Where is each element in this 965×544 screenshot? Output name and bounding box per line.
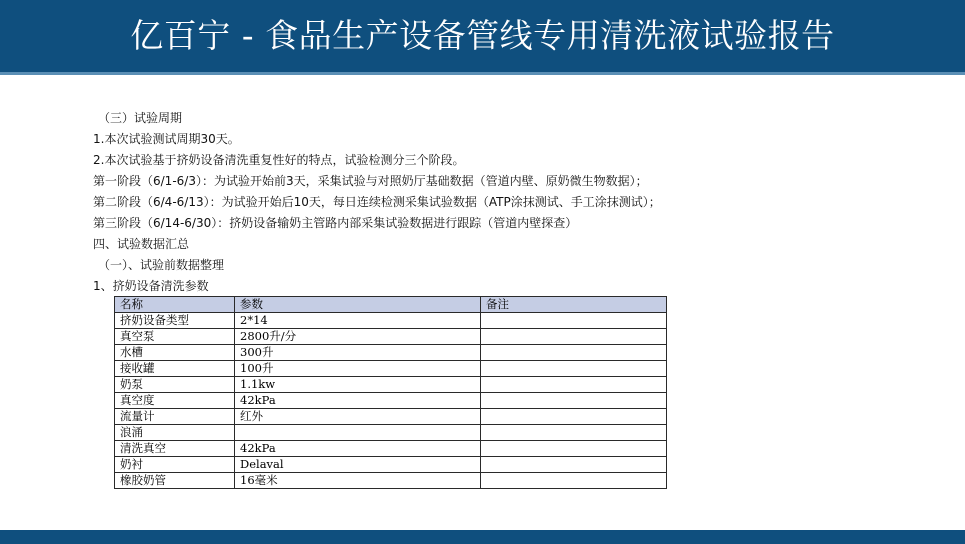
text-line: 第一阶段（6/1-6/3）：为试验开始前3天，采集试验与对照奶厅基础数据（管道内壁、原奶微生物数据）； [93,174,648,188]
cell-remark [481,377,667,393]
cell-remark [481,329,667,345]
cell-name: 真空泵 [115,329,235,345]
cell-name: 奶衬 [115,457,235,473]
cell-name: 水槽 [115,345,235,361]
text-line: 2.本次试验基于挤奶设备清洗重复性好的特点，试验检测分三个阶段。 [93,153,465,167]
cell-parameter: 2800升/分 [235,329,481,345]
column-header-name: 名称 [115,297,235,313]
table-header-row [115,297,667,313]
cell-parameter: 300升 [235,345,481,361]
cell-remark [481,345,667,361]
cell-remark [481,441,667,457]
cleaning-parameters-table [114,296,667,489]
table-row [115,313,667,329]
column-header-parameter: 参数 [235,297,481,313]
table-row [115,393,667,409]
cell-parameter: 100升 [235,361,481,377]
table-row [115,441,667,457]
table-row [115,425,667,441]
cell-remark [481,473,667,489]
table-row [115,329,667,345]
cell-name: 真空度 [115,393,235,409]
cell-remark [481,409,667,425]
cell-remark [481,361,667,377]
table-row [115,361,667,377]
text-line: 第三阶段（6/14-6/30）：挤奶设备输奶主管路内部采集试验数据进行跟踪（管道内壁探查） [93,216,578,230]
cell-remark [481,393,667,409]
table-row [115,473,667,489]
cell-name: 浪涌 [115,425,235,441]
column-header-remark: 备注 [481,297,667,313]
cell-parameter: 2*14 [235,313,481,329]
subsection-heading: （一）、试验前数据整理 [98,258,225,272]
cell-parameter: 1.1kw [235,377,481,393]
header-divider [0,72,965,75]
cell-parameter [235,425,481,441]
cell-name: 橡胶奶管 [115,473,235,489]
page-title: 亿百宁 - 食品生产设备管线专用清洗液试验报告 [130,16,835,55]
section-heading-summary: 四、试验数据汇总 [93,237,190,251]
cell-name: 接收罐 [115,361,235,377]
table-row [115,377,667,393]
report-text [93,108,853,297]
cell-parameter: 42kPa [235,393,481,409]
text-line: 1.本次试验测试周期30天。 [93,132,240,146]
footer-bar [0,530,965,544]
cell-parameter: 红外 [235,409,481,425]
cell-name: 挤奶设备类型 [115,313,235,329]
cell-name: 流量计 [115,409,235,425]
cell-parameter: 42kPa [235,441,481,457]
table-caption: 1、挤奶设备清洗参数 [93,279,209,293]
cell-remark [481,425,667,441]
cell-parameter: 16毫米 [235,473,481,489]
cell-name: 奶泵 [115,377,235,393]
section-heading-cycle: （三）试验周期 [98,111,183,125]
table-row [115,345,667,361]
cell-parameter: Delaval [235,457,481,473]
cell-remark [481,457,667,473]
table-row [115,409,667,425]
text-line: 第二阶段（6/4-6/13）：为试验开始后10天，每日连续检测采集试验数据（ATP涂抹测试、手工涂抹测试）； [93,195,661,209]
table-row [115,457,667,473]
cell-name: 清洗真空 [115,441,235,457]
cell-remark [481,313,667,329]
